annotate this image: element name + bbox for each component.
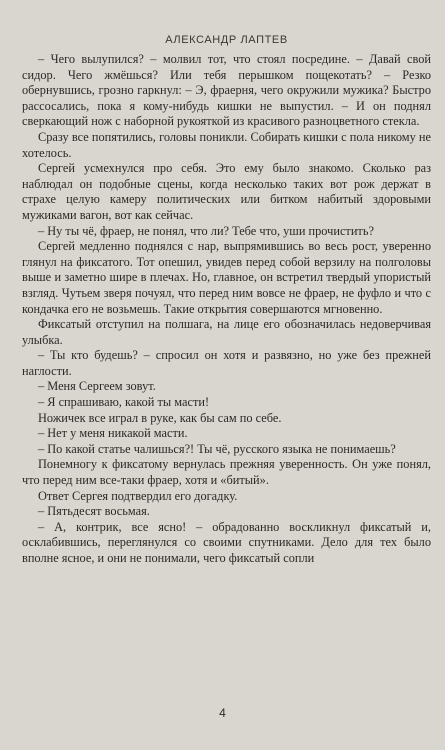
- paragraph: – Ты кто будешь? – спросил он хотя и развязно, но уже без прежней наглости.: [22, 348, 431, 378]
- paragraph: – Я спрашиваю, какой ты масти!: [38, 395, 210, 410]
- paragraph: – Пятьдесят восьмая.: [38, 504, 150, 519]
- paragraph: – По какой статье чалишься?! Ты чё, русского языка не понимаешь?: [38, 441, 396, 456]
- paragraph: Фиксатый отступил на полшага, на лице его обозначилась недоверчивая улыбка.: [22, 317, 431, 347]
- paragraph: – Чего вылупился? – молвил тот, что стоял посредине. – Давай свой сидор. Чего жмёшься? Или тебя перышком пощекотать? – Резко обернувшись, грозно гаркнул: – Э, фраерня, чего окружили мужика? Быстро рассосались, пока я кому-нибудь кишки не выпустил. – И он поднял сверкающий нож с наборной рукояткой из красивого разноцветного стекла.: [22, 52, 431, 129]
- paragraph: Ножичек все играл в руке, как бы сам по себе.: [38, 410, 282, 425]
- paragraph: Сергей усмехнулся про себя. Это ему было знакомо. Сколько раз наблюдал он подобные сцены, когда несколько таких вот рож держат в страхе целую камеру политических или битком набитый здоровыми мужиками вагон, вот как сейчас.: [22, 161, 431, 222]
- paragraph: Ответ Сергея подтвердил его догадку.: [38, 488, 238, 503]
- paragraph: Сергей медленно поднялся с нар, выпрямившись во весь рост, уверенно глянул на фиксатого. Тот опешил, увидев перед собой верзилу на полголовы выше и заметно шире в плечах. Но, главное, он встретил твердый упористый взгляд. Чутьем зверя почуял, что перед ним вовсе не фраер, не фуфло и что с кондачка его не возьмешь. Такие открытия совершаются мгновенно.: [22, 239, 431, 316]
- running-head: АЛЕКСАНДР ЛАПТЕВ: [165, 34, 288, 46]
- paragraph: Сразу все попятились, головы поникли. Собирать кишки с пола никому не хотелось.: [22, 129, 431, 160]
- paragraph: – Ну ты чё, фраер, не понял, что ли? Тебе что, уши прочистить?: [38, 223, 374, 238]
- body-text: [22, 52, 431, 567]
- paragraph: – А, контрик, все ясно! – обрадованно воскликнул фиксатый и, осклабившись, переглянулся со своими спутниками. Дело для тех было вполне ясное, и они не понимали, чего фиксатый сопли: [22, 519, 431, 565]
- page-number: 4: [219, 706, 226, 720]
- paragraph: Понемногу к фиксатому вернулась прежняя уверенность. Он уже понял, что перед ним все-таки фраер, хотя и «битый».: [22, 457, 431, 488]
- paragraph: – Меня Сергеем зовут.: [38, 379, 156, 394]
- paragraph: – Нет у меня никакой масти.: [38, 426, 188, 441]
